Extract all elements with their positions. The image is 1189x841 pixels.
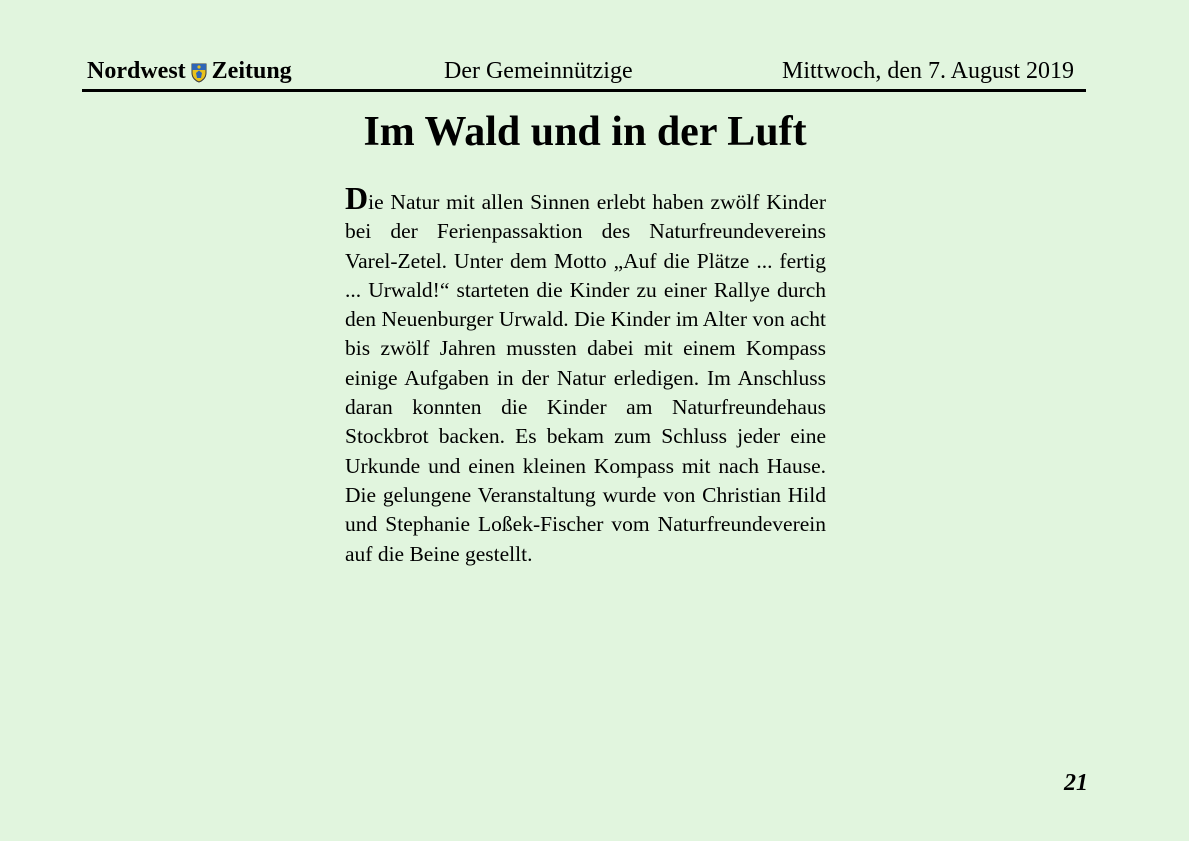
coat-of-arms-icon [191, 63, 207, 83]
article-dropcap: D [345, 180, 369, 216]
article-text: ie Natur mit allen Sinnen erlebt haben zwölf Kinder bei der Ferienpassaktion des Naturfreundevereins Varel-Zetel. Unter dem Motto „Auf die Plätze ... fertig ... Urwald!“ starteten die Kinder zu einer Rallye durch den Neuenburger Urwald. Die Kinder im Alter von acht bis zwölf Jahren mussten dabei mit einem Kompass einige Aufgaben in der Natur erledigen. Im Anschluss daran konnten die Kinder am Naturfreundehaus Stockbrot backen. Es bekam zum Schluss jeder eine Urkunde und einen kleinen Kompass mit nach Hause. Die gelungene Veranstaltung wurde von Christian Hild und Stephanie Loßek-Fischer vom Naturfreundeverein auf die Beine gestellt. [345, 190, 826, 566]
issue-date: Mittwoch, den 7. August 2019 [782, 58, 1074, 84]
article-headline: Im Wald und in der Luft [363, 109, 807, 155]
page-number: 21 [1064, 770, 1088, 796]
logo-word-right: Zeitung [211, 58, 292, 84]
article-body [345, 180, 826, 569]
section-title: Der Gemeinnützige [444, 58, 633, 84]
logo-word-left: Nordwest [87, 58, 186, 84]
masthead [82, 56, 1086, 92]
newspaper-logo [87, 58, 292, 85]
